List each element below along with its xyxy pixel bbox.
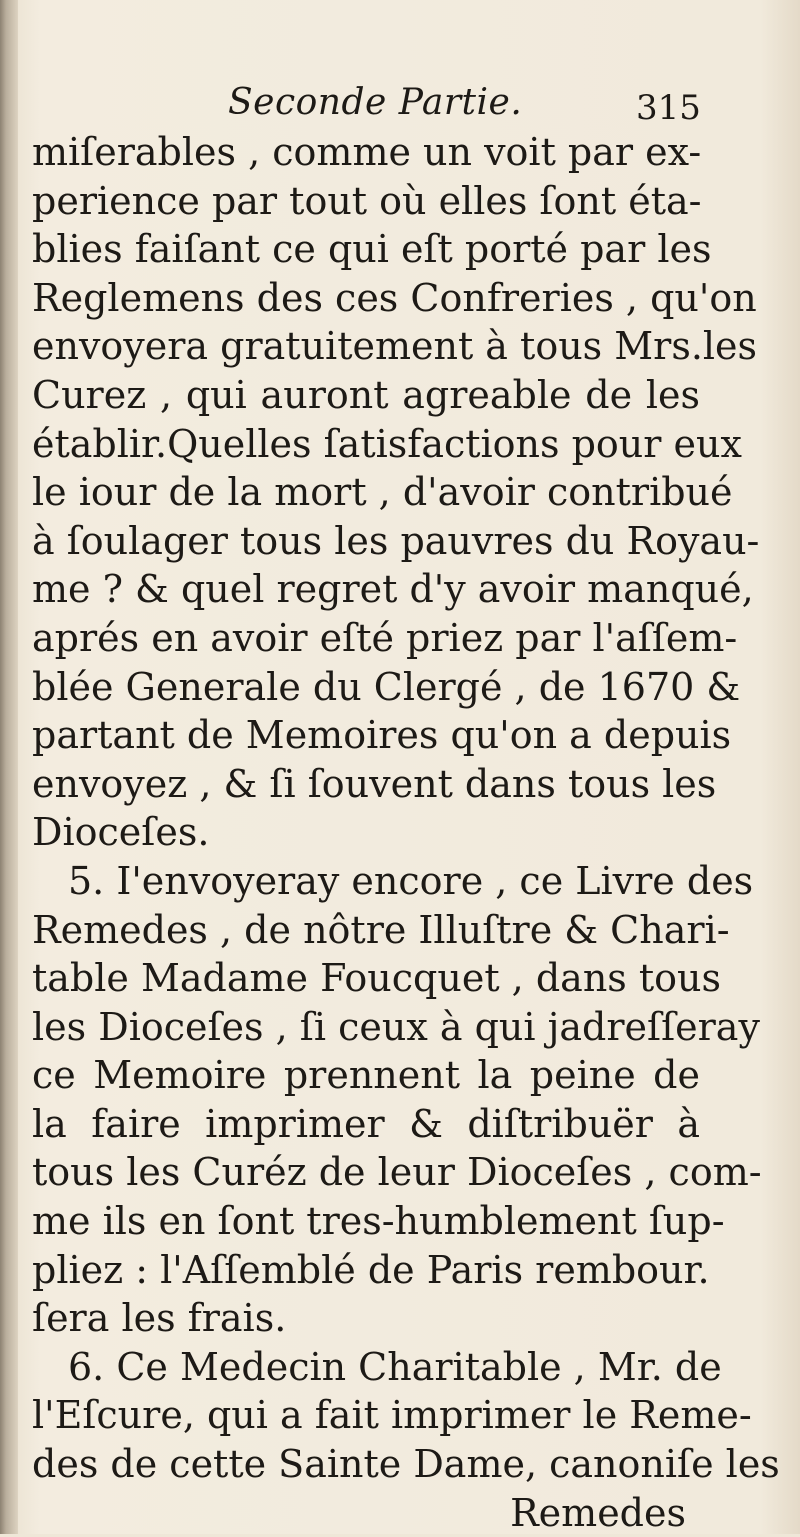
text-line: miſerables , comme un voit par ex- [32,130,702,174]
text-line: l'Eſcure, qui a fait imprimer le Reme- [32,1393,752,1438]
catchword: Remedes [510,1490,686,1535]
paragraph-6-start: 6. Ce Medecin Charitable , Mr. de [68,1344,722,1389]
text-line: me ils en ſont tres-humblement ſup- [32,1199,725,1244]
text-line: envoyez , & ſi ſouvent dans tous les [32,761,717,806]
page-number: 315 [636,88,701,128]
page-binding-edge [0,0,18,1534]
text-line: les Dioceſes , ſi ceux à qui jadreſſeray [32,1004,760,1049]
text-line: le iour de la mort , d'avoir contribué [32,470,733,515]
text-line: la faire imprimer & diſtribuër à [32,1101,700,1146]
body-text [32,128,780,1537]
text-line: établir.Quelles ſatisfactions pour eux [32,421,742,466]
text-line: tous les Curéz de leur Dioceſes , com- [32,1150,762,1195]
text-line: à ſoulager tous les pauvres du Royau- [32,518,760,563]
text-line: me ? & quel regret d'y avoir manqué, [32,567,754,612]
text-line: envoyera gratuitement à tous Mrs.les [32,324,758,369]
text-line: Remedes , de nôtre Illuſtre & Chari- [32,907,730,952]
text-line: des de cette Sainte Dame, canoniſe les [32,1442,780,1487]
text-line: pliez : l'Aſſemblé de Paris rembour. [32,1247,710,1292]
text-line: blée Generale du Clergé , de 1670 & [32,664,741,709]
text-line: blies faiſant ce qui eſt porté par les [32,227,712,272]
text-line: ſera les frais. [32,1296,287,1341]
paragraph-5-start: 5. I'envoyeray encore , ce Livre des [68,858,754,903]
text-line: ce Memoire prennent la peine de [32,1053,700,1098]
text-line: table Madame Foucquet , dans tous [32,956,721,1001]
running-head-title: Seconde Partie. [228,82,523,123]
text-line: Dioceſes. [32,810,210,855]
text-line: perience par tout où elles ſont éta- [32,178,702,223]
text-line: partant de Memoires qu'on a depuis [32,713,732,758]
text-line: Reglemens des ces Confreries , qu'on [32,275,757,320]
text-line: aprés en avoir eſté priez par l'aſſem- [32,615,738,660]
text-line: Curez , qui auront agreable de les [32,372,700,417]
